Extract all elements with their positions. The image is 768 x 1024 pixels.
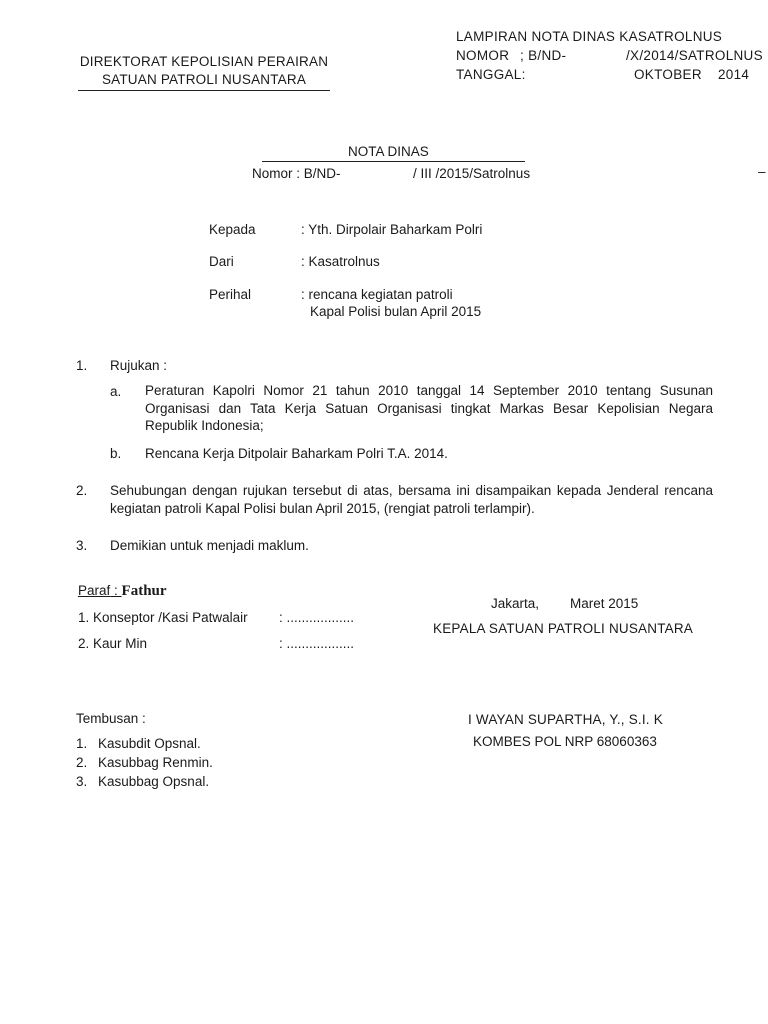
tembusan-item-number: 3. (76, 774, 88, 789)
paraf-item-1-value: : .................. (279, 610, 355, 625)
document-title: NOTA DINAS (348, 144, 429, 159)
paragraph-1-text: Rujukan : (110, 358, 168, 373)
letterhead (78, 53, 330, 91)
lampiran-title-line (456, 28, 750, 47)
perihal-label: Perihal (209, 287, 252, 302)
paragraph-1b-letter: b. (110, 446, 122, 461)
tembusan-item-1 (76, 735, 201, 753)
signatory-name: I WAYAN SUPARTHA, Y., S.I. K (468, 712, 663, 727)
paraf-item-2-value: : .................. (279, 636, 355, 651)
lampiran-tanggal-month: OKTOBER (634, 67, 702, 82)
kepada-value: : Yth. Dirpolair Baharkam Polri (301, 222, 483, 237)
lampiran-nomor-sep: ; B/ND- (520, 48, 567, 63)
paraf-line (78, 582, 167, 602)
signature-office: KEPALA SATUAN PATROLI NUSANTARA (433, 621, 694, 636)
letterhead-rule (78, 90, 330, 91)
letterhead-line1: DIREKTORAT KEPOLISIAN PERAIRAN (79, 54, 329, 69)
tembusan-item-3 (76, 773, 210, 791)
paragraph-1b-text: Rencana Kerja Ditpolair Baharkam Polri T.A. 2014. (145, 446, 448, 461)
tembusan-item-number: 1. (76, 736, 88, 751)
title-rule (262, 161, 525, 162)
paraf-item-2-label: 2. Kaur Min (78, 636, 148, 651)
paraf-name: Fathur (121, 583, 167, 599)
lampiran-block (456, 28, 763, 85)
paraf-colon: : (110, 583, 122, 598)
paragraph-1a-text: Peraturan Kapolri Nomor 21 tahun 2010 tanggal 14 September 2010 tentang Susunan Organisasi dan Tata Kerja Satuan Organisasi tingkat Markas Besar Kepolisian Negara Republik Indonesia; (145, 383, 713, 433)
lampiran-nomor-label: NOMOR (456, 48, 510, 63)
paraf-item-1-label: 1. Konseptor /Kasi Patwalair (78, 610, 248, 625)
trailing-dash: – (758, 164, 766, 179)
perihal-value-line1: : rencana kegiatan patroli (301, 287, 453, 302)
paragraph-1-number: 1. (76, 358, 88, 373)
paragraph-3-number: 3. (76, 538, 88, 553)
nomor-prefix: Nomor : B/ND- (252, 166, 341, 181)
lampiran-nomor-line (456, 47, 763, 66)
paragraph-3-text: Demikian untuk menjadi maklum. (110, 538, 309, 553)
signature-date: Maret 2015 (570, 596, 639, 611)
tembusan-item-text: Kasubdit Opsnal. (98, 736, 201, 751)
nomor-suffix: / III /2015/Satrolnus (413, 166, 531, 181)
letterhead-line2: SATUAN PATROLI NUSANTARA (101, 71, 307, 87)
tembusan-item-text: Kasubbag Opsnal. (98, 774, 210, 789)
paragraph-1a-letter: a. (110, 384, 122, 399)
tembusan-label: Tembusan : (76, 711, 146, 726)
signature-city: Jakarta, (491, 596, 540, 611)
lampiran-nomor-value: /X/2014/SATROLNUS (626, 48, 763, 63)
lampiran-tanggal-label: TANGGAL: (456, 67, 526, 82)
tembusan-item-text: Kasubbag Renmin. (98, 755, 213, 770)
perihal-value-line2: Kapal Polisi bulan April 2015 (310, 304, 482, 319)
paragraph-2-number: 2. (76, 483, 88, 498)
dari-label: Dari (209, 254, 234, 269)
paragraph-2-text: Sehubungan dengan rujukan tersebut di atas, bersama ini disampaikan kepada Jenderal rencana kegiatan patroli Kapal Polisi bulan April 2015, (rengiat patroli terlampir). (110, 483, 713, 516)
tembusan-item-2 (76, 754, 213, 772)
dari-value: : Kasatrolnus (301, 254, 380, 269)
lampiran-tanggal-line (456, 66, 750, 85)
kepada-label: Kepada (209, 222, 256, 237)
tembusan-item-number: 2. (76, 755, 88, 770)
paraf-label: Paraf (78, 583, 111, 598)
signatory-rank: KOMBES POL NRP 68060363 (473, 734, 657, 749)
lampiran-title: LAMPIRAN NOTA DINAS KASATROLNUS (456, 29, 723, 44)
lampiran-tanggal-year: 2014 (718, 67, 750, 82)
